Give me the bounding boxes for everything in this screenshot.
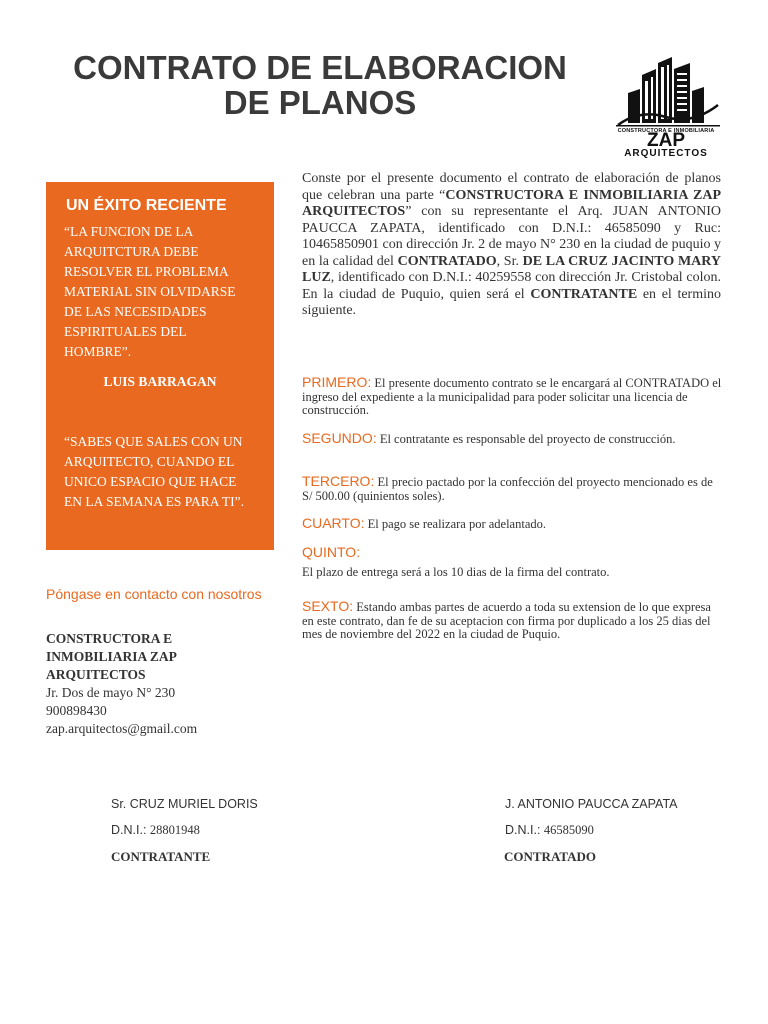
clause-text: El pago se realizara por adelantado. xyxy=(364,517,547,531)
clause-label: CUARTO: xyxy=(302,515,365,531)
contact-email[interactable]: zap.arquitectos@gmail.com xyxy=(46,721,198,736)
signature-left-dni xyxy=(111,823,200,838)
contact-company: CONSTRUCTORA E INMOBILIARIA ZAP ARQUITECTOS xyxy=(46,631,177,682)
intro-paragraph xyxy=(302,171,721,320)
dni-number: 28801948 xyxy=(149,823,200,837)
intro-text-5: en el termino siguiente. xyxy=(302,286,721,318)
intro-person: DE LA CRUZ JACINTO MARY LUZ xyxy=(302,253,721,285)
title-line-1: CONTRATO DE ELABORACION xyxy=(73,49,567,86)
quote-1-author: LUIS BARRAGAN xyxy=(103,374,217,389)
contact-address: Jr. Dos de mayo N° 230 xyxy=(46,685,176,700)
dni-label: D.N.I.: xyxy=(505,823,541,837)
contact-heading: Póngase en contacto con nosotros xyxy=(46,586,262,602)
clause-label: TERCERO: xyxy=(302,473,375,489)
clause-cuarto xyxy=(302,517,722,532)
intro-text-2: ” con su representante el Arq. JUAN ANTONIO PAUCCA ZAPATA, identificado con D.N.I.: 46585090 y Ruc: 10465850901 con dirección Jr. 2 de mayo N° 230 en la ciudad de puquio y en la calidad del xyxy=(302,204,721,269)
intro-company: CONSTRUCTORA E INMOBILIARIA ZAP ARQUITECTOS xyxy=(302,187,721,219)
contact-info xyxy=(46,630,276,738)
contact-phone: 900898430 xyxy=(46,703,107,718)
clause-quinto xyxy=(302,546,722,579)
clause-text: El precio pactado por la confección del proyecto mencionado es de S/ 500.00 (quinientos soles). xyxy=(302,475,713,503)
logo-small-text: CONSTRUCTORA E INMOBILIARIA xyxy=(617,128,715,134)
clause-text: El presente documento contrato se le encargará al CONTRATADO el ingreso del expediente a la municipalidad para poder solicitar una licencia de construcción. xyxy=(302,376,722,417)
title-line-2: DE PLANOS xyxy=(223,84,417,121)
intro-text-1: Conste por el presente documento el contrato de elaboración de planos que celebran una parte “ xyxy=(302,171,721,203)
clause-tercero xyxy=(302,475,722,503)
intro-contratado: CONTRATADO xyxy=(397,253,497,269)
intro-contratante: CONTRATANTE xyxy=(530,286,638,302)
clause-text: El contratante es responsable del proyecto de construcción. xyxy=(376,432,676,446)
quotes-box xyxy=(46,182,274,550)
clause-segundo xyxy=(302,432,722,447)
clause-primero xyxy=(302,376,722,418)
dni-label: D.N.I.: xyxy=(111,823,147,837)
quote-1: “LA FUNCION DE LA ARQUITCTURA DEBE RESOLVER EL PROBLEMA MATERIAL SIN OLVIDARSE DE LAS NECESIDADES ESPIRITUALES DEL HOMBRE”. xyxy=(64,224,236,359)
dni-number: 46585090 xyxy=(543,823,594,837)
intro-text-3: , Sr. xyxy=(496,253,523,269)
clause-label: PRIMERO: xyxy=(302,374,372,390)
logo-subtitle: ARQUITECTOS xyxy=(624,148,708,159)
signature-right-name: J. ANTONIO PAUCCA ZAPATA xyxy=(505,797,678,811)
signature-left-role: CONTRATANTE xyxy=(111,849,211,864)
clause-text: Estando ambas partes de acuerdo a toda su extension de lo que expresa en este contrato, dan fe de su aceptacion con firma por duplicado a los 25 dias del mes de noviembre del 2022 en la ciudad de Puquio. xyxy=(302,600,711,641)
signature-right-dni xyxy=(505,823,594,838)
clause-label: SEGUNDO: xyxy=(302,430,377,446)
clause-label: QUINTO: xyxy=(302,544,361,560)
building-logo-icon xyxy=(610,55,722,159)
clause-label: SEXTO: xyxy=(302,598,354,614)
clause-text: El plazo de entrega será a los 10 dias de la firma del contrato. xyxy=(302,564,610,579)
signature-left-name: Sr. CRUZ MURIEL DORIS xyxy=(111,797,258,811)
intro-text-4: , identificado con D.N.I.: 40259558 con dirección Jr. Cristobal colon. En la ciudad de Puquio, quien será el xyxy=(302,270,721,302)
logo-brand: ZAP xyxy=(647,130,685,151)
quote-2: “SABES QUE SALES CON UN ARQUITECTO, CUANDO EL UNICO ESPACIO QUE HACE EN LA SEMANA ES PARA TI”. xyxy=(64,434,245,509)
clause-sexto xyxy=(302,600,722,642)
document-title xyxy=(40,50,600,120)
signature-right-role: CONTRATADO xyxy=(504,849,596,864)
quotes-heading: UN ÉXITO RECIENTE xyxy=(66,197,227,214)
